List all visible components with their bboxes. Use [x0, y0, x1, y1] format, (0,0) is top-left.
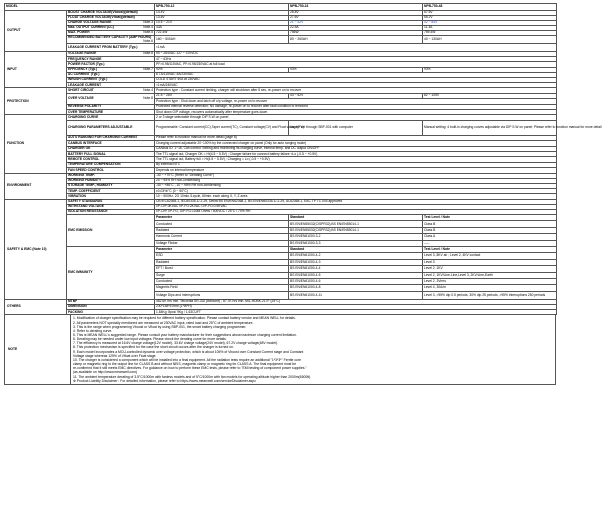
value-text: 756W	[290, 30, 299, 35]
row-label-text: FREQUENCY RANGE	[68, 56, 102, 61]
note-ref: Note.6	[143, 38, 153, 43]
value-text: 42 ~ 84V	[424, 20, 438, 25]
value-cell: Protection type : Shut down and latch off o/p voltage, re-power on to recover	[155, 99, 557, 105]
row-label-text: OVER VOLTAGE	[68, 96, 94, 101]
emc-cell: Magnetic Field	[155, 285, 289, 291]
emission-label: EMC EMISSION	[67, 215, 155, 247]
emc-cell: Surge	[155, 272, 289, 278]
row-label	[67, 44, 155, 52]
emc-cell: BS EN/EN61000-4-3	[289, 259, 423, 265]
emc-cell: BS EN/EN61000-4-11	[289, 291, 423, 299]
model-label: MODEL	[5, 4, 155, 11]
row-label-text: MTBF	[68, 299, 78, 304]
notes-body	[71, 315, 555, 384]
emc-cell: Level 2, 3Vrms	[423, 279, 557, 285]
value-text: 93%	[290, 67, 297, 71]
value-cell	[155, 120, 304, 135]
value-text: 47 ~ 63Hz	[156, 56, 172, 61]
row-label-text: RECOMMENDED BATTERY CAPACITY (AMP HOURS)	[68, 35, 152, 40]
value-cell: I/P-O/P:3KVAC I/P-FG:2KVAC O/P-FG:0.5KVAC	[155, 204, 557, 209]
value-cell: CB IEC62368-1, IEC60335-1/-2-29, Dekra BS EN/EN62368-1, BS EN/EN60335-1/-2-29, UL62368-1, EAC TP TC 004 approved	[155, 199, 557, 204]
immunity-label: EMC IMMUNITY	[67, 247, 155, 300]
row-label-text: FLOAT CHARGE VOLTAGE(Vfloat)(default)	[68, 15, 135, 20]
value-text: By external NTC	[156, 162, 181, 167]
emc-cell: Level 3, >95% dip 0.5 periods, 30% dip 25 periods, >95% interruptions 250 periods	[423, 291, 557, 299]
row-label-text: INRUSH CURRENT (Typ.)	[68, 77, 108, 82]
row-label-text: SHORT CIRCUIT	[68, 87, 94, 92]
note-line: 5. This is MEAN WELL's suggested range. Please consult your battery manufacturer for their suggestions about maximum charging current limitation.	[73, 332, 297, 337]
value-text: 10.5 ~ 21V	[156, 20, 173, 25]
value-cell	[289, 36, 423, 44]
note-line: re-confirmed that it still meets EMC directives. For guidance on how to perform these EMC tests, please refer to "EMI testing of component power supplies."	[73, 366, 307, 371]
value-text: 57.6V	[424, 10, 433, 15]
value-cell	[289, 120, 423, 135]
value-text: Protected internal reverse detection; No damage, re-power on to recover after fault condition is removed	[156, 104, 308, 109]
row-label-text: VOLTAGE RANGE	[68, 51, 97, 56]
value-cell: I/P-O/P, I/P-FG, O/P-FG:100M Ohms / 500VDC / 25°C / 70% RH	[155, 209, 557, 214]
row-label-text: LEAKAGE CURRENT	[68, 82, 102, 87]
value-text: 160 ~ 500AH	[156, 36, 176, 41]
value-cell	[423, 120, 602, 135]
note-ref: Note.5	[143, 30, 153, 35]
value-text: 80 ~ 260AH	[290, 36, 308, 41]
row-label: WITHSTAND VOLTAGE	[67, 204, 155, 209]
emc-head-cell: Standard	[289, 247, 423, 253]
value-text: 14.4V	[156, 10, 165, 15]
emc-cell: BS EN/EN61000-4-2	[289, 253, 423, 259]
emc-cell: Voltage Dips and Interruptions	[155, 291, 289, 299]
value-text: 90 ~ 264VAC 127 ~ 370VDC	[156, 51, 199, 56]
emc-head-cell: Test Level / Note	[423, 247, 557, 253]
note-line: 9. Each model incorporates a MCU-controlled dynamic over voltage protection, which is about 105% of Vboost over Constant Current stage and Constant	[73, 349, 304, 354]
note-ref: Note.8	[143, 51, 153, 56]
row-label-text: BOOST CHARGE VOLTAGE(Vboost)(default)	[68, 10, 138, 15]
model-name: NPB-750-24	[289, 4, 423, 11]
row-label-text: BATTERY FULL SIGNAL	[68, 151, 106, 156]
value-text: 10 ~ 500Hz, 2G 10min./1cycle, 60min. each along X, Y, Z axes	[156, 193, 248, 198]
note-line: ※ Product Liability Disclaimer : For detailed information, please refer to https://www.meanwell.com/serviceDisclaimer.aspx	[73, 378, 256, 383]
row-label-text: WORKING HUMIDITY	[68, 178, 102, 183]
emc-cell: Class A	[423, 234, 557, 240]
value-text: can be set through SBP-001 with computer	[290, 125, 353, 130]
value-text: <1mA	[156, 44, 165, 49]
output-row	[5, 44, 557, 52]
value-text: 92%	[156, 67, 163, 71]
value-text: 759.4W	[424, 30, 436, 35]
environment-section-label: ENVIRONMENT	[5, 173, 67, 199]
row-label-text: REVERSE POLARITY	[68, 104, 102, 109]
value-text: The TTL signal out, Charger OK = Hi(4.5 ~ 5.5V) ; Charger failure for connect battery failure <Lo (-0.5 ~ +0.5V)	[156, 151, 318, 156]
notes-label: NOTE	[5, 315, 71, 384]
value-text: <1mA/240VAC	[156, 82, 178, 87]
row-label	[67, 120, 155, 135]
note-line: 10. The charger is considered a component which will be installed into a final equipment. All the radiation tests require an additional "1*3*3*" Ferrite core	[73, 357, 301, 362]
emc-cell: Level 3	[423, 259, 557, 265]
function-row	[5, 120, 557, 135]
row-label-text: CHARGE VOLTAGE RANGE	[68, 20, 112, 25]
spec-table-body	[5, 4, 602, 315]
value-text: 27.6V	[290, 15, 299, 20]
row-label-text: CHARGER OK	[68, 146, 91, 151]
note-line: 6. Derating may be needed under low input voltages. Please check the derating curve for more details.	[73, 337, 227, 342]
row-label-text: CHARGING PARAMETERS ADJUSTABLE	[68, 125, 133, 130]
emc-cell: Level 2, 1KV/Line-Line,Level 3, 2KV/Line-Earth	[423, 272, 557, 278]
emc-cell: Conducted	[155, 279, 289, 285]
emc-cell: BS EN/EN61000-4-4	[289, 266, 423, 272]
value-text: 21.5 ~ 26V	[156, 93, 173, 98]
row-label-text: REMOTE CONTROL	[68, 156, 100, 161]
output-row	[5, 36, 557, 44]
emc-cell: BS EN/EN61000-4-5	[289, 272, 423, 278]
note-ref: Note.7	[143, 67, 153, 71]
emc-cell: ESD	[155, 253, 289, 259]
emc-cell: Class B	[423, 221, 557, 227]
value-text: 28.8V	[290, 10, 299, 15]
value-cell	[155, 310, 557, 315]
row-label-text: WORKING TEMP.	[68, 173, 95, 178]
value-text: ±0.03%/°C (0 ~ 50°C)	[156, 188, 188, 193]
row-label-text: CHARGING CURVE	[68, 115, 99, 120]
row-label: ISOLATION RESISTANCE	[67, 209, 155, 214]
others-section-label: OTHERS	[5, 299, 67, 315]
value-text: 55.2V	[424, 15, 433, 20]
value-text: Charging current adjustable 20~100% by the connected charger on panel (Only for auto ranging mode)	[156, 140, 307, 145]
value-text: 21 ~ 42V	[290, 20, 304, 25]
value-text: 462.6K hrs min. Telcordia SR-332 (Bellcore) ; 87.7K hrs min. MIL-HDBK-217F (25°C)	[156, 299, 281, 304]
emc-cell: Class B	[423, 227, 557, 233]
note-line: 11. The ambient temperature derating of 3.5°C/1000m with fanless models and of 5°C/1000m with fan models for operating altitude higher than 2000m(6500ft).	[73, 374, 312, 379]
emc-cell: Level 2, 1KV	[423, 266, 557, 272]
note-line: 2. All parameters NOT specially mentioned are measured at 230VAC input, rated load and 25°C of ambient temperature.	[73, 320, 254, 325]
note-ref: Note.3	[143, 20, 153, 25]
row-label-text: STORAGE TEMP., HUMIDITY	[68, 183, 113, 188]
value-text: 43 ~ 52V	[290, 93, 304, 98]
emc-cell: BS EN/EN61000-3-3	[289, 240, 423, 246]
value-text: COLD START 50A at 230VAC	[156, 77, 200, 82]
row-label-text: AUTO RANGING FOR CHARGING CURRENT	[68, 135, 138, 140]
row-label-text: OVER TEMPERATURE	[68, 109, 104, 114]
note-line: 7. The efficiency is measured at 16.6V charge voltage(12V model), 33.6V charge voltage(24V model), 67.2V charge voltage(48V model).	[73, 341, 278, 346]
row-label-text: CANBUS INTERFACE	[68, 140, 102, 145]
model-name: NPB-750-48	[423, 4, 557, 11]
note-line: 8. This protection mechanism is specified for the case the short circuit occurs after the charger is turned on.	[73, 345, 234, 350]
emc-head-cell: Parameter	[155, 247, 289, 253]
note-line: (as available on http://www.meanwell.com)	[73, 370, 138, 375]
note-ref: Note.4	[143, 87, 153, 92]
note-line: Voltage stage whereas 125% of Vfloat over Float stage.	[73, 353, 157, 358]
row-label: SAFETY STANDARDS	[67, 199, 155, 204]
row-label-text: AC CURRENT (Typ.)	[68, 72, 100, 77]
note-ref: Note.4	[143, 25, 153, 30]
function-section-label: FUNCTION	[5, 115, 67, 173]
emc-head-cell: Standard	[289, 215, 423, 221]
value-text: 20 ~ 95% RH non-condensing	[156, 178, 201, 183]
row-label-text: VIBRATION	[68, 193, 86, 198]
value-text: The TTL signal out, Battery full = Hi(4.5 ~ 5.5V) ; Charging = Lo (-0.5 ~ +0.5V)	[156, 156, 270, 161]
row-label-text: Max. OUTPUT CURRENT(CC)	[68, 25, 114, 30]
row-label-text: TEMPERATURE COMPENSATION	[68, 162, 121, 167]
emc-head-cell: Parameter	[155, 215, 289, 221]
value-text: 2 or 3 stage selectable through DIP S.W on panel	[156, 115, 229, 120]
emc-cell: Radiated	[155, 227, 289, 233]
row-label-text: TEMP. COEFFICIENT	[68, 188, 101, 193]
value-text: -40 ~ +85°C , 10 ~ 95% RH non-condensing	[156, 183, 221, 188]
emc-cell: -----	[423, 240, 557, 246]
notes-block	[4, 315, 556, 385]
model-name: NPB-750-12	[155, 4, 289, 11]
spec-sheet	[4, 3, 602, 385]
emc-cell: EFT / Burst	[155, 266, 289, 272]
value-text: Programmable: Constant current(CC),Taper current(TC), Constant voltage(CV) and Float voltage(FV)	[156, 125, 304, 130]
value-text: 6.7A/115VAC 4A/230VAC	[156, 72, 194, 77]
input-section-label: INPUT	[5, 52, 67, 88]
value-text: Please refer to function manual for more detail (page 8)	[156, 135, 237, 140]
value-cell	[155, 44, 557, 52]
others-row	[5, 310, 557, 315]
emc-cell: Level 4, 30A/m	[423, 285, 557, 291]
value-text: Protection type : Constant current limiting, charger will shutdown after 5 sec, re-power on to recover	[156, 87, 302, 92]
value-cell	[423, 36, 557, 44]
value-cell	[155, 36, 289, 44]
note-line: 1. Modification of charger specification may be required for different battery specification. Please contact battery vendor and MEAN WELL for details.	[73, 316, 296, 321]
value-text: PF>0.98/115VAC, PF>0.95/230VAC at full load	[156, 61, 225, 66]
emc-cell: BS EN/EN55032(CISPR32),BS EN/EN55014-1	[289, 221, 423, 227]
value-text: 1.84Kg; 8pcs/ 9Kg / 1.63CUFT	[156, 309, 201, 314]
value-text: 93%	[424, 67, 431, 71]
value-text: -30 ~ +70°C (Refer to "Derating Curve")	[156, 173, 215, 178]
emc-cell: BS EN/EN61000-4-8	[289, 285, 423, 291]
emc-cell: BS EN/EN61000-3-2	[289, 234, 423, 240]
emc-cell: BS EN/EN55032(CISPR32),BS EN/EN55014-1	[289, 227, 423, 233]
emc-cell: Harmonic Current	[155, 234, 289, 240]
output-section-label: OUTPUT	[5, 11, 67, 52]
row-label-text: EFFICIENCY (Typ.)	[68, 67, 98, 71]
row-label-text: DIMENSION	[68, 304, 87, 309]
emc-cell: Voltage Flicker	[155, 240, 289, 246]
note-line: 4. Refer to derating curve.	[73, 328, 113, 333]
value-text: 11.3A	[424, 25, 433, 30]
value-text: Manual setting: 4 built-in charging curves adjustable via DIP S.W on panel; Please refer to function manual for more detail	[424, 125, 602, 130]
emc-cell: Conducted	[155, 221, 289, 227]
value-text: 230*158*67mm (L*W*H)	[156, 304, 192, 309]
spec-table	[4, 3, 602, 315]
emc-cell: Level 3, 8KV air ; Level 2, 4KV contact	[423, 253, 557, 259]
value-text: 82 ~ 105V	[424, 93, 440, 98]
safety-section-label: SAFETY & EMC (Note 10)	[5, 199, 67, 299]
emc-cell: Radiated	[155, 259, 289, 265]
row-label-text: PACKING	[68, 309, 83, 314]
emc-head-cell: Test Level / Note	[423, 215, 557, 221]
value-text: 722.4W	[156, 30, 168, 35]
emc-cell: BS EN/EN61000-4-6	[289, 279, 423, 285]
row-label-text: MAX. POWER	[68, 30, 90, 35]
value-text: Shut down O/P voltage, recovers automatically after temperature goes down	[156, 109, 268, 114]
note-line: clamp or magnetic ring to the output line for CLASS B and without NEIS, magnetic clamp or magnetic ring for CLASS A. The final equipment must be	[73, 362, 297, 367]
note-ref: Note.8	[143, 96, 153, 101]
protection-section-label: PROTECTION	[5, 88, 67, 115]
value-text: 22.5A	[290, 25, 299, 30]
value-text: CANbus ID: 1~16, Can control: Setting and monitoring its charging curve, internal temp. and DC output ON/OFF	[156, 146, 320, 151]
value-text: Depends on internal temperature	[156, 167, 205, 172]
row-label-text: POWER FACTOR (Typ.)	[68, 61, 105, 66]
row-label-text: FAN SPEED CONTROL	[68, 167, 104, 172]
value-text: 13.8V	[156, 15, 165, 20]
row-label-text: LEAKAGE CURRENT FROM BATTERY (Typ.)	[68, 44, 138, 49]
row-label	[67, 93, 155, 104]
note-line: 3. This is the range when programming Vboost or Vfloat by using SBP-001, the smart battery charging programmer.	[73, 324, 247, 329]
row-label	[67, 36, 155, 44]
value-text: 40 ~ 130AH	[424, 36, 442, 41]
value-text: 43A	[156, 25, 162, 30]
row-label	[67, 310, 155, 315]
